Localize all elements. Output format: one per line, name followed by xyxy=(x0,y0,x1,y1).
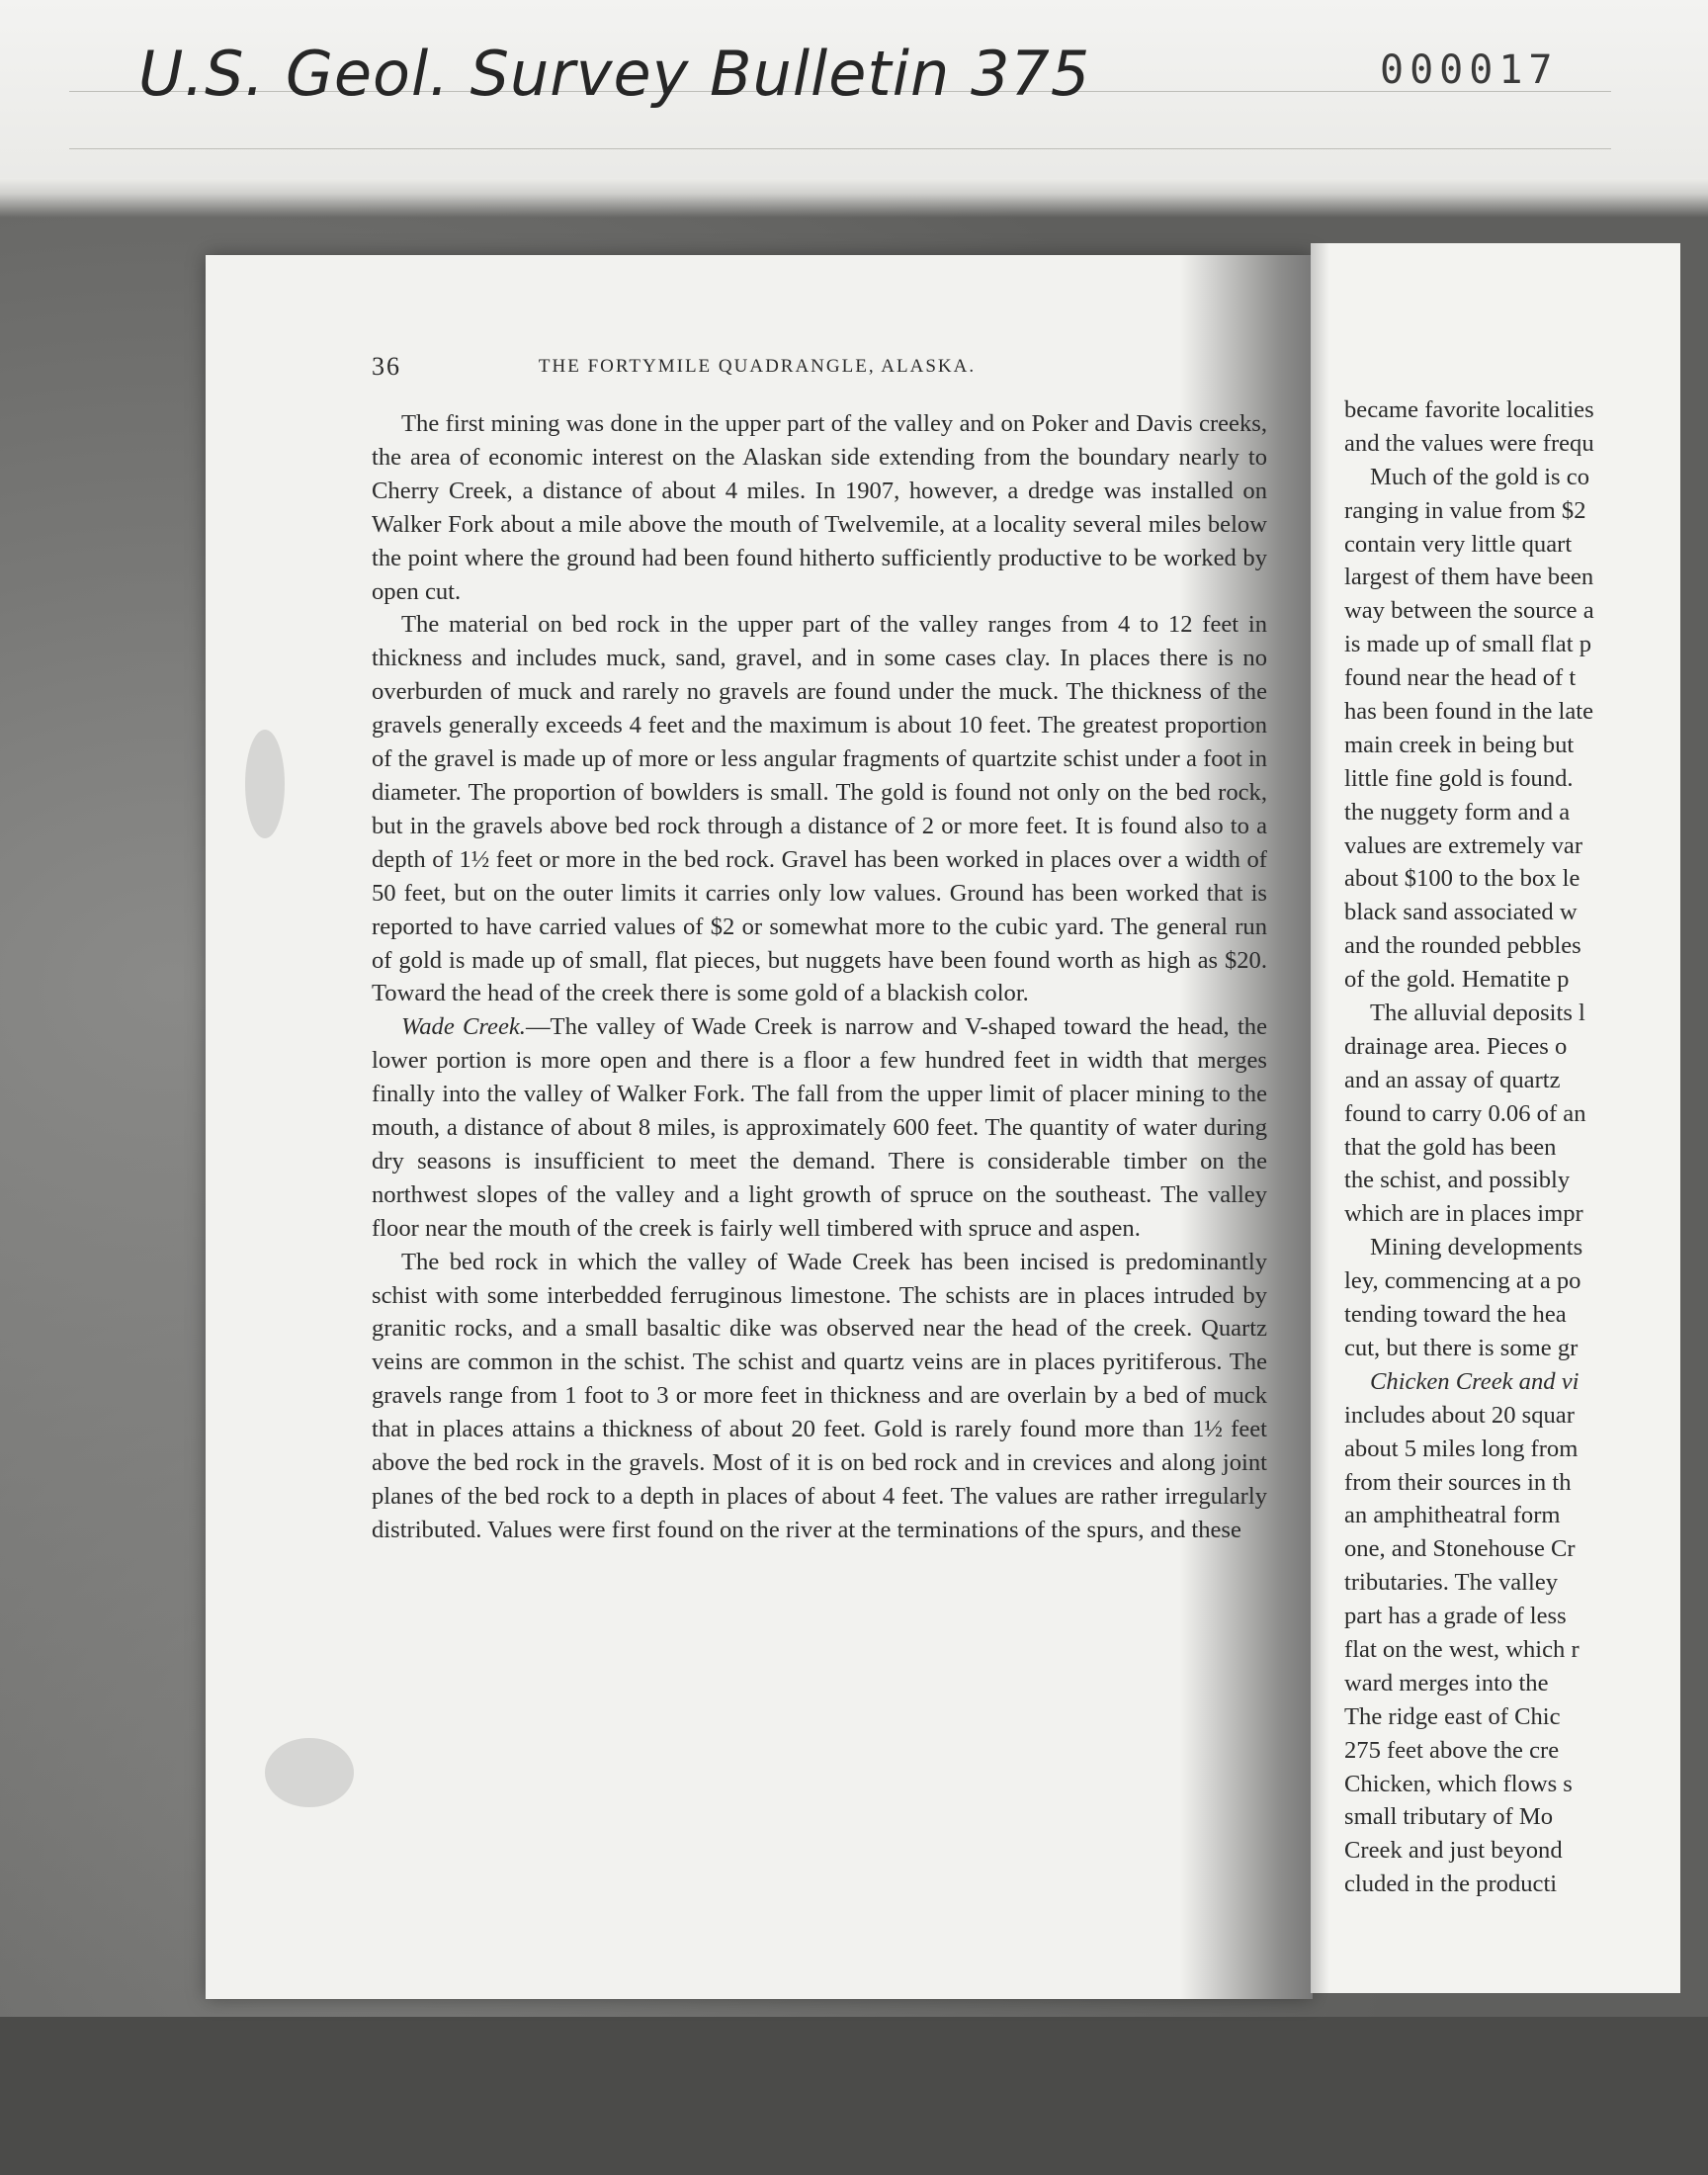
wade-creek-paragraph xyxy=(372,1010,1267,1245)
right-page-line: found to carry 0.06 of an xyxy=(1344,1099,1586,1127)
right-page-line: from their sources in th xyxy=(1344,1468,1572,1496)
right-page-line xyxy=(1344,1365,1680,1399)
right-page-line: little fine gold is found. xyxy=(1344,764,1574,792)
right-page-line: values are extremely var xyxy=(1344,831,1583,859)
right-page-line: has been found in the late xyxy=(1344,698,1594,726)
right-page-line: largest of them have been xyxy=(1344,564,1594,591)
right-page-line: and the values were frequ xyxy=(1344,429,1594,457)
right-page-line: includes about 20 squar xyxy=(1344,1401,1575,1429)
right-page-line: ward merges into the xyxy=(1344,1669,1549,1696)
paragraph: The material on bed rock in the upper part of the valley ranges from 4 to 12 feet in thickness and includes muck, sand, gravel, and in some cases clay. In places there is no overburden of muck and rarely no gravels are found under the muck. The thickness of the gravels generally exceeds 4 feet and the maximum is about 10 feet. The greatest proportion of the gravel is made up of more or less angular fragments of quartzite schist under a foot in diameter. The proportion of bowlders is small. The gold is found not only on the bed rock, but in the gravels above bed rock through a distance of 2 or more feet. It is found also to a depth of 1½ feet or more in the bed rock. Gravel has been worked in places over a width of 50 feet, but on the outer limits it carries only low values. Ground has been worked that is reported to have carried values of $2 or somewhat more to the cubic yard. The general run of gold is made up of small, flat pieces, but nuggets have been found worth as high as $20. Toward the head of the creek there is some gold of a blackish color. xyxy=(372,611,1267,1007)
right-page-line: and an assay of quartz xyxy=(1344,1066,1561,1093)
right-page-line: tending toward the hea xyxy=(1344,1301,1567,1329)
left-page xyxy=(206,255,1313,1999)
paragraph: The first mining was done in the upper part of the valley and on Poker and Davis creeks, the area of economic interest on the Alaskan side extending from the boundary nearly to Cherry Creek, a distance of about 4 miles. In 1907, however, a dredge was installed on Walker Fork about a mile above the mouth of Twelvemile, at a locality several miles below the point where the ground had been found hitherto sufficiently productive to be worked by open cut. xyxy=(372,410,1267,605)
page-number: 36 xyxy=(372,352,401,381)
right-page-line: Creek and just beyond xyxy=(1344,1837,1563,1865)
right-page-line: flat on the west, which r xyxy=(1344,1635,1580,1663)
right-page-line: part has a grade of less xyxy=(1344,1603,1567,1630)
running-title: THE FORTYMILE QUADRANGLE, ALASKA. xyxy=(538,356,977,377)
right-page-line: and the rounded pebbles xyxy=(1344,932,1581,960)
section-heading: Wade Creek. xyxy=(401,1013,526,1041)
paragraph: The bed rock in which the valley of Wade Creek has been incised is predominantly schist with some interbedded ferruginous limestone. The schists are in places intruded by granitic rocks, and a small basaltic dike was observed near the head of the creek. Quartz veins are common in the schist. The schist and quartz veins are in places pyritiferous. The gravels range from 1 foot to 3 or more feet in thickness and are overlain by a bed of muck that in places attains a thickness of about 20 feet. Gold is rarely found more than 1½ feet above the bed rock in the gravels. Most of it is on bed rock and in crevices and along joint planes of the bed rock to a depth in places of about 4 feet. The values are rather irregularly distributed. Values were first found on the river at the terminations of the spurs, and these xyxy=(372,1248,1267,1543)
right-page-line: 275 feet above the cre xyxy=(1344,1736,1560,1764)
right-page-line: cluded in the producti xyxy=(1344,1870,1558,1898)
right-page-line: main creek in being but xyxy=(1344,731,1575,758)
right-page-line: cut, but there is some gr xyxy=(1344,1334,1579,1361)
header-paper-strip xyxy=(0,0,1708,198)
right-page-text xyxy=(1344,393,1680,1901)
right-page-line: one, and Stonehouse Cr xyxy=(1344,1535,1576,1563)
right-page-line: Mining developments xyxy=(1370,1234,1583,1262)
body-text xyxy=(372,407,1267,1547)
right-page-line: black sand associated w xyxy=(1344,899,1578,926)
strip-rule xyxy=(69,148,1611,149)
right-page-line: the schist, and possibly xyxy=(1344,1167,1571,1194)
right-page-line: Chicken, which flows s xyxy=(1344,1770,1573,1797)
right-page-line: which are in places impr xyxy=(1344,1200,1583,1228)
copy-border xyxy=(0,2017,1708,2175)
right-page-line: about 5 miles long from xyxy=(1344,1435,1579,1462)
handwritten-title: U.S. Geol. Survey Bulletin 375 xyxy=(138,38,1091,110)
right-page-line: Much of the gold is co xyxy=(1370,463,1589,490)
right-page-line: became favorite localities xyxy=(1344,396,1594,423)
right-page-line: contain very little quart xyxy=(1344,530,1573,558)
page-smudge xyxy=(265,1738,354,1807)
right-page-line: about $100 to the box le xyxy=(1344,865,1580,893)
stamp-number: 000017 xyxy=(1380,47,1559,93)
right-page-line: drainage area. Pieces o xyxy=(1344,1032,1568,1060)
paragraph-text: —The valley of Wade Creek is narrow and V-shaped toward the head, the lower portion is more open and there is a floor a few hundred feet in width that merges finally into the valley of Walker Fork. The fall from the upper limit of placer mining to the mouth, a distance of about 8 miles, is approximately 600 feet. The quantity of water during dry seasons is insufficient to meet the demand. There is considerable timber on the northwest slopes of the valley and a light growth of spruce on the southeast. The valley floor near the mouth of the creek is fairly well timbered with spruce and aspen. xyxy=(372,1013,1267,1242)
page-smudge xyxy=(245,730,285,838)
right-page-line: that the gold has been xyxy=(1344,1133,1557,1161)
right-page-line: found near the head of t xyxy=(1344,664,1577,692)
right-page-line: the nuggety form and a xyxy=(1344,798,1571,826)
right-page-line: an amphitheatral form xyxy=(1344,1502,1561,1529)
right-page-line: small tributary of Mo xyxy=(1344,1803,1554,1831)
right-page-line: tributaries. The valley xyxy=(1344,1569,1559,1597)
right-page-line: The alluvial deposits l xyxy=(1370,1000,1585,1027)
section-heading: Chicken Creek and vi xyxy=(1370,1367,1580,1395)
right-page-line: The ridge east of Chic xyxy=(1344,1702,1561,1730)
right-page-line: of the gold. Hematite p xyxy=(1344,966,1570,994)
right-page-line: way between the source a xyxy=(1344,597,1594,625)
right-page-line: ranging in value from $2 xyxy=(1344,496,1586,524)
right-page-line: ley, commencing at a po xyxy=(1344,1267,1581,1295)
torn-edge xyxy=(0,178,1708,218)
right-page xyxy=(1311,243,1680,1993)
right-page-line: is made up of small flat p xyxy=(1344,631,1591,658)
